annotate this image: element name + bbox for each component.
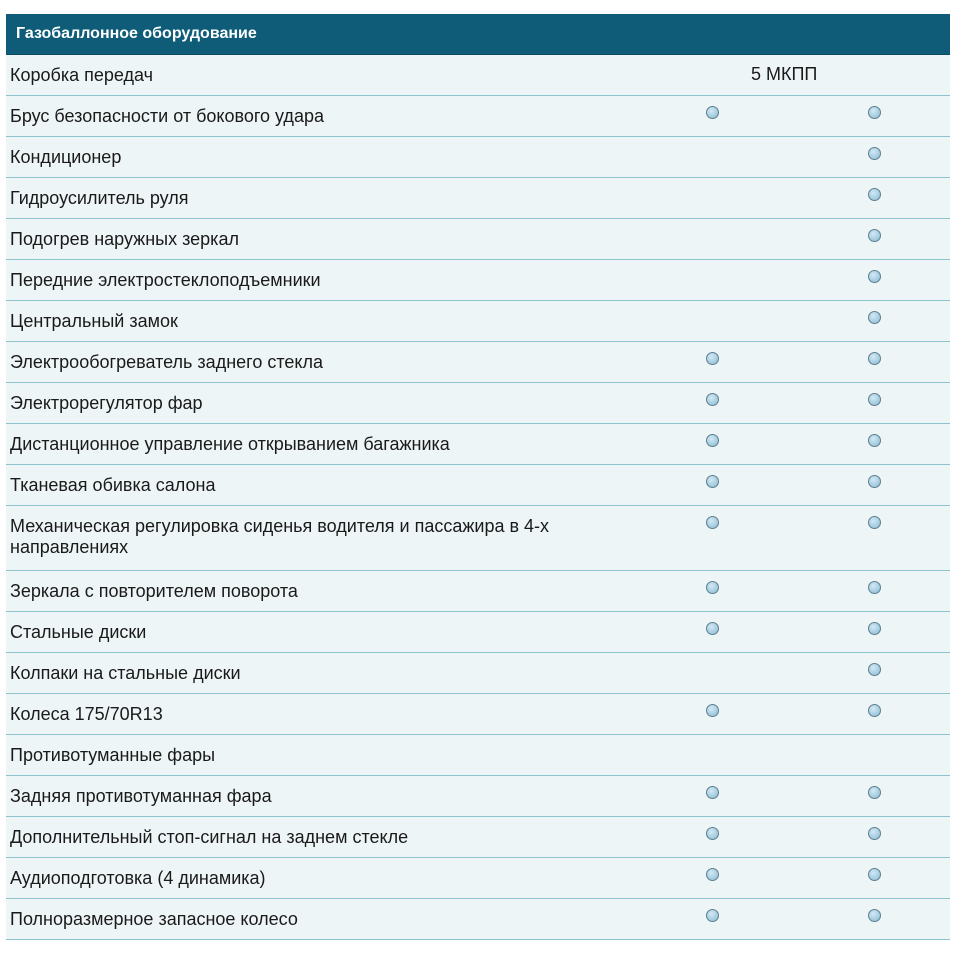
option-cell-c2 — [854, 424, 894, 464]
included-dot-icon — [868, 311, 881, 324]
row-label: Дистанционное управление открыванием багажника — [10, 434, 450, 454]
transmission-label: Коробка передач — [10, 65, 153, 85]
row-label: Механическая регулировка сиденья водителя и пассажира в 4-х направлениях — [10, 516, 550, 557]
included-dot-icon — [706, 516, 719, 529]
included-dot-icon — [868, 581, 881, 594]
option-cell-c2 — [854, 817, 894, 857]
included-dot-icon — [706, 434, 719, 447]
included-dot-icon — [706, 622, 719, 635]
row-label: Электрообогреватель заднего стекла — [10, 352, 323, 372]
option-cell-c2 — [854, 612, 894, 652]
table-row — [6, 776, 950, 817]
row-label: Брус безопасности от бокового удара — [10, 106, 324, 126]
table-row — [6, 178, 950, 219]
option-cell-c2 — [854, 465, 894, 505]
option-cell-c2 — [854, 735, 894, 775]
included-dot-icon — [706, 393, 719, 406]
row-label: Колпаки на стальные диски — [10, 663, 241, 683]
row-label: Электрорегулятор фар — [10, 393, 203, 413]
table-row — [6, 342, 950, 383]
transmission-row — [6, 55, 950, 96]
option-cell-c1 — [692, 424, 732, 464]
table-row — [6, 694, 950, 735]
table-row — [6, 506, 950, 571]
option-cell-c1 — [692, 899, 732, 939]
table-row — [6, 424, 950, 465]
option-cell-c1 — [692, 219, 732, 259]
option-cell-c2 — [854, 219, 894, 259]
table-row — [6, 137, 950, 178]
table-row — [6, 735, 950, 776]
option-cell-c1 — [692, 465, 732, 505]
option-cell-c2 — [854, 383, 894, 423]
option-cell-c1 — [692, 506, 732, 546]
row-label: Центральный замок — [10, 311, 178, 331]
option-cell-c2 — [854, 506, 894, 546]
included-dot-icon — [706, 106, 719, 119]
included-dot-icon — [868, 434, 881, 447]
option-cell-c1 — [692, 342, 732, 382]
included-dot-icon — [868, 909, 881, 922]
option-cell-c2 — [854, 571, 894, 611]
option-cell-c1 — [692, 301, 732, 341]
table-row — [6, 219, 950, 260]
option-cell-c1 — [692, 776, 732, 816]
option-cell-c2 — [854, 342, 894, 382]
table-row — [6, 96, 950, 137]
table-row — [6, 899, 950, 940]
included-dot-icon — [868, 393, 881, 406]
table-row — [6, 465, 950, 506]
option-cell-c1 — [692, 612, 732, 652]
option-cell-c1 — [692, 178, 732, 218]
transmission-value: 5 МКПП — [751, 64, 818, 84]
option-cell-c2 — [854, 776, 894, 816]
table-row — [6, 383, 950, 424]
option-cell-c1 — [692, 817, 732, 857]
included-dot-icon — [868, 622, 881, 635]
included-dot-icon — [706, 786, 719, 799]
included-dot-icon — [868, 704, 881, 717]
option-cell-c2 — [854, 137, 894, 177]
table-header — [6, 14, 950, 55]
included-dot-icon — [706, 909, 719, 922]
option-cell-c1 — [692, 694, 732, 734]
option-cell-c1 — [692, 137, 732, 177]
row-label: Полноразмерное запасное колесо — [10, 909, 298, 929]
included-dot-icon — [868, 663, 881, 676]
option-cell-c1 — [692, 735, 732, 775]
table-row — [6, 571, 950, 612]
table-title: Газобаллонное оборудование — [16, 25, 257, 42]
equipment-table — [6, 14, 950, 940]
table-row — [6, 858, 950, 899]
row-label: Стальные диски — [10, 622, 147, 642]
row-label: Кондиционер — [10, 147, 122, 167]
row-label: Дополнительный стоп-сигнал на заднем стекле — [10, 827, 409, 847]
row-label: Аудиоподготовка (4 динамика) — [10, 868, 266, 888]
option-cell-c1 — [692, 571, 732, 611]
included-dot-icon — [868, 516, 881, 529]
row-label: Зеркала с повторителем поворота — [10, 581, 298, 601]
table-row — [6, 817, 950, 858]
included-dot-icon — [706, 704, 719, 717]
included-dot-icon — [868, 270, 881, 283]
option-cell-c2 — [854, 260, 894, 300]
option-cell-c1 — [692, 96, 732, 136]
row-label: Колеса 175/70R13 — [10, 704, 163, 724]
included-dot-icon — [706, 827, 719, 840]
table-row — [6, 612, 950, 653]
option-cell-c2 — [854, 694, 894, 734]
row-label: Противотуманные фары — [10, 745, 216, 765]
table-row — [6, 653, 950, 694]
table-row — [6, 301, 950, 342]
included-dot-icon — [706, 475, 719, 488]
row-label: Гидроусилитель руля — [10, 188, 189, 208]
option-cell-c2 — [854, 301, 894, 341]
option-cell-c2 — [854, 96, 894, 136]
included-dot-icon — [868, 229, 881, 242]
option-cell-c1 — [692, 260, 732, 300]
feature-rows — [6, 96, 950, 940]
included-dot-icon — [868, 786, 881, 799]
included-dot-icon — [868, 868, 881, 881]
row-label: Задняя противотуманная фара — [10, 786, 272, 806]
included-dot-icon — [868, 188, 881, 201]
option-cell-c1 — [692, 858, 732, 898]
option-cell-c2 — [854, 178, 894, 218]
included-dot-icon — [868, 106, 881, 119]
option-cell-c2 — [854, 653, 894, 693]
option-cell-c2 — [854, 899, 894, 939]
row-label: Передние электростеклоподъемники — [10, 270, 321, 290]
row-label: Тканевая обивка салона — [10, 475, 216, 495]
included-dot-icon — [868, 147, 881, 160]
option-cell-c1 — [692, 383, 732, 423]
option-cell-c1 — [692, 653, 732, 693]
included-dot-icon — [868, 827, 881, 840]
table-row — [6, 260, 950, 301]
included-dot-icon — [868, 475, 881, 488]
included-dot-icon — [706, 581, 719, 594]
included-dot-icon — [706, 868, 719, 881]
row-label: Подогрев наружных зеркал — [10, 229, 239, 249]
included-dot-icon — [706, 352, 719, 365]
option-cell-c2 — [854, 858, 894, 898]
included-dot-icon — [868, 352, 881, 365]
